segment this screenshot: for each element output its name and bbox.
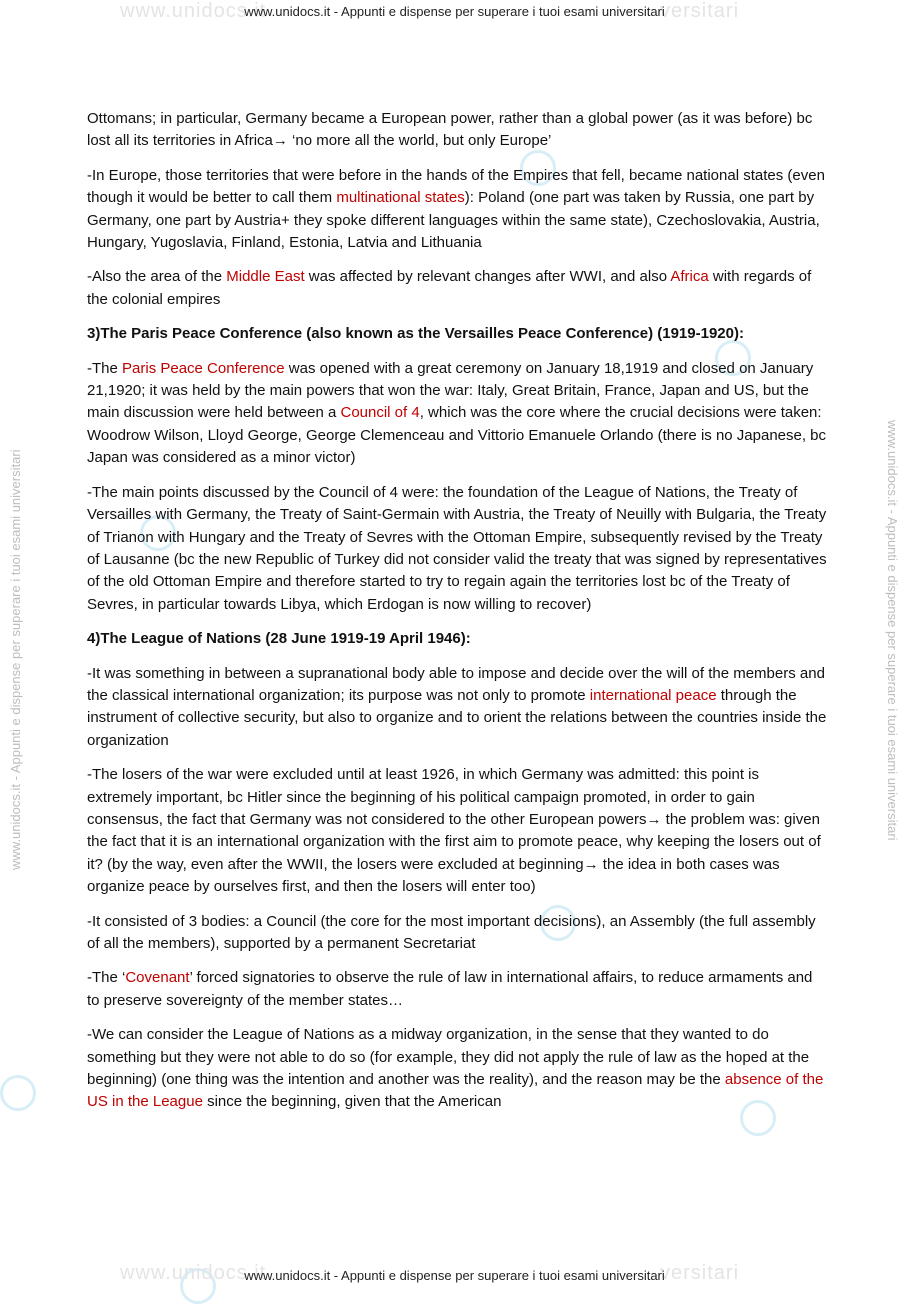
text-segment: -The losers of the war were excluded until at least 1926, in which Germany was admitted: this point is extremely important, bc Hitler since the beginning of his political campaign promoted, in order to gain consensus, the fact that Germany was not considered to the other European powers→ the problem was: given the fact that it is an international organization with the first aim to promote peace, why keeping the losers out of it? (by the way, even after the WWII, the losers were excluded at beginning→ the idea in both cases was organize peace by ourselves first, and then the losers will enter too) <box>87 766 821 896</box>
watermark-header: www.unidocs.it - Appunti e dispense per superare i tuoi esami universitari <box>244 4 665 19</box>
highlighted-term: Middle East <box>226 268 305 286</box>
text-segment: -The ‘ <box>87 969 126 987</box>
watermark-ghost-bottom: www.unidocs.it <box>120 1262 267 1284</box>
highlighted-term: multinational states <box>336 189 465 207</box>
text-segment: -It was something in between a supranational body able to impose and decide over the will of the members and the classical international organization; its purpose was not only to promote <box>87 664 825 704</box>
text-segment: ): Poland (one part was taken by Russia, one part by Germany, one part by Austria+ they spoke different languages within the same state), Czechoslovakia, Austria, Hungary, Yugoslavia, Finland, Estonia, Latvia and Lithuania <box>87 189 820 252</box>
section-heading <box>87 628 827 650</box>
text-segment: with regards of the colonial empires <box>87 268 812 308</box>
paragraph <box>87 1024 827 1114</box>
text-segment: -We can consider the League of Nations as a midway organization, in the sense that they wanted to do something but they were not able to do so (for example, they did not apply the rule of law as the hoped at the beginning) (one thing was the intention and another was the reality), and the reason may be the <box>87 1026 810 1089</box>
text-segment: was affected by relevant changes after WWI, and also <box>304 268 671 286</box>
text-segment: -The <box>87 359 123 377</box>
watermark-ghost-top-right: versitari <box>660 0 740 22</box>
watermark-ghost-bottom-right: versitari <box>660 1262 740 1284</box>
paragraph <box>87 911 827 956</box>
paragraph <box>87 764 827 898</box>
paragraph <box>87 358 827 470</box>
highlighted-term: Africa <box>670 268 709 286</box>
document-body <box>87 108 827 1126</box>
watermark-logo-icon <box>0 1075 36 1111</box>
text-segment: was opened with a great ceremony on January 18,1919 and closed on January 21,1920; it was held by the main powers that won the war: Italy, Great Britain, France, Japan and US, but the main discussion were held between a <box>87 359 814 422</box>
text-segment: ’ forced signatories to observe the rule of law in international affairs, to reduce armaments and to preserve sovereignty of the member states… <box>87 969 813 1009</box>
watermark-footer: www.unidocs.it - Appunti e dispense per superare i tuoi esami universitari <box>244 1268 665 1283</box>
paragraph <box>87 967 827 1012</box>
watermark-side-left: www.unidocs.it - Appunti e dispense per superare i tuoi esami universitari <box>8 449 23 870</box>
text-segment: 4)The League of Nations (28 June 1919-19 April 1946): <box>87 630 471 648</box>
text-segment: -In Europe, those territories that were before in the hands of the Empires that fell, became national states (even though it would be better to call them <box>87 166 825 207</box>
paragraph <box>87 663 827 753</box>
highlighted-term: Paris Peace Conference <box>122 359 285 377</box>
paragraph <box>87 482 827 616</box>
text-segment: , which was the core where the crucial decisions were taken: Woodrow Wilson, Lloyd George, George Clemenceau and Vittorio Emanuele Orlando (there is no Japanese, bc Japan was considered as a minor victor) <box>87 404 827 467</box>
watermark-side-right: www.unidocs.it - Appunti e dispense per superare i tuoi esami universitari <box>885 420 900 841</box>
section-heading <box>87 323 827 345</box>
paragraph <box>87 266 827 311</box>
text-segment: -Also the area of the <box>87 268 227 286</box>
highlighted-term: Covenant <box>125 969 190 987</box>
text-segment: 3)The Paris Peace Conference (also known as the Versailles Peace Conference) (1919-1920): <box>87 325 744 343</box>
text-segment: through the instrument of collective security, but also to organize and to orient the relations between the countries inside the organization <box>87 686 827 749</box>
text-segment: Ottomans; in particular, Germany became a European power, rather than a global power (as it was before) bc lost all its territories in Africa→ ‘no more all the world, but only Europe’ <box>87 110 813 150</box>
paragraph <box>87 165 827 255</box>
highlighted-term: Council of 4 <box>340 404 420 422</box>
paragraph <box>87 108 827 153</box>
text-segment: since the beginning, given that the American <box>202 1093 502 1111</box>
highlighted-term: absence of the US in the League <box>87 1071 824 1111</box>
text-segment: -It consisted of 3 bodies: a Council (the core for the most important decisions), an Assembly (the full assembly of all the members), supported by a permanent Secretariat <box>87 912 816 952</box>
watermark-ghost-top: www.unidocs.it <box>120 0 267 22</box>
highlighted-term: international peace <box>589 686 717 704</box>
text-segment: -The main points discussed by the Council of 4 were: the foundation of the League of Nations, the Treaty of Versailles with Germany, the Treaty of Saint-Germain with Austria, the Treaty of Neuilly with Bulgaria, the Treaty of Trianon with Hungary and the Treaty of Sevres with the Ottoman Empire, subsequently revised by the Treaty of Lausanne (bc the new Republic of Turkey did not consider valid the treaty that was signed by representatives of the old Ottoman Empire and therefore started to try to regain again the territories lost bc of the Treaty of Sevres, in particular towards Libya, which Erdogan is now willing to recover) <box>87 483 827 613</box>
